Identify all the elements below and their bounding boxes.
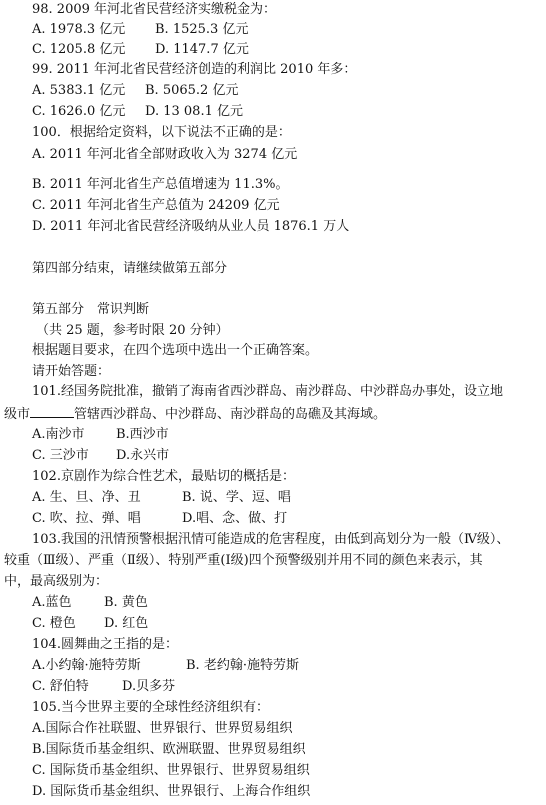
q98-stem: 98. 2009 年河北省民营经济实缴税金为： — [32, 2, 277, 17]
q100-option-d: D. 2011 年河北省民营经济吸纳从业人员 1876.1 万人 — [32, 219, 350, 234]
q105-stem: 105.当今世界主要的全球性经济组织有： — [32, 700, 269, 715]
part5-info: （共 25 题，参考时限 20 分钟） — [36, 323, 229, 338]
q101-stem-prefix: 级市 — [4, 407, 31, 422]
q99-option-a: A. 5383.1 亿元 — [32, 83, 126, 98]
part5-start: 请开始答题： — [32, 364, 111, 379]
q103-option-c: C. 橙色 — [32, 616, 76, 631]
q103-stem-line1: 103.我国的汛情预警根据汛情可能造成的危害程度，由低到高划分为一般（Ⅳ级）、 — [32, 532, 510, 547]
q102-stem: 102.京剧作为综合性艺术，最贴切的概括是： — [32, 469, 295, 484]
q100-option-a: A. 2011 年河北省全部财政收入为 3274 亿元 — [32, 147, 298, 162]
q101-stem-suffix: 管辖西沙群岛、中沙群岛、南沙群岛的岛礁及其海域。 — [74, 407, 387, 422]
q102-option-d: D.唱、念、做、打 — [182, 511, 288, 526]
q100-option-b: B. 2011 年河北省生产总值增速为 11.3%。 — [32, 177, 289, 192]
q103-option-b: B. 黄色 — [104, 595, 148, 610]
part4-end-notice: 第四部分结束，请继续做第五部分 — [32, 261, 228, 276]
q99-option-b: B. 5065.2 亿元 — [145, 83, 239, 98]
q102-option-a: A. 生、旦、净、丑 — [32, 490, 141, 505]
q104-option-c: C. 舒伯特 — [32, 679, 89, 694]
q101-stem-line1: 101.经国务院批准，撤销了海南省西沙群岛、南沙群岛、中沙群岛办事处，设立地 — [32, 384, 503, 399]
q98-option-a: A. 1978.3 亿元 — [32, 22, 126, 37]
q103-option-a: A.蓝色 — [32, 595, 72, 610]
q99-option-c: C. 1626.0 亿元 — [32, 104, 126, 119]
q104-option-d: D.贝多芬 — [122, 679, 176, 694]
q105-option-c: C. 国际货币基金组织、世界银行、世界贸易组织 — [32, 763, 310, 778]
q99-option-d: D. 13 08.1 亿元 — [145, 104, 243, 119]
q98-option-b: B. 1525.3 亿元 — [155, 22, 249, 37]
q105-option-d: D. 国际货币基金组织、世界银行、上海合作组织 — [32, 784, 311, 799]
q102-option-b: B. 说、学、逗、唱 — [182, 490, 291, 505]
part5-instruction: 根据题目要求，在四个选项中选出一个正确答案。 — [32, 343, 319, 358]
q101-answer-blank — [30, 405, 74, 418]
q101-option-c: C. 三沙市 — [32, 448, 89, 463]
q103-stem-line3: 中，最高级别为： — [4, 574, 109, 589]
q105-option-a: A.国际合作社联盟、世界银行、世界贸易组织 — [32, 721, 293, 736]
q98-option-c: C. 1205.8 亿元 — [32, 42, 126, 57]
part5-title: 第五部分 常识判断 — [32, 302, 150, 317]
q102-option-c: C. 吹、拉、弹、唱 — [32, 511, 141, 526]
q101-stem-line2 — [4, 405, 386, 423]
q105-option-b: B.国际货币基金组织、欧洲联盟、世界贸易组织 — [32, 742, 306, 757]
q101-option-b: B.西沙市 — [116, 427, 169, 442]
q100-stem: 100．根据给定资料，以下说法不正确的是： — [32, 125, 291, 140]
q101-option-a: A.南沙市 — [32, 427, 85, 442]
q104-option-a: A.小约翰·施特劳斯 — [32, 658, 141, 673]
q100-option-c: C. 2011 年河北省生产总值为 24209 亿元 — [32, 198, 280, 213]
q104-stem: 104.圆舞曲之王指的是： — [32, 637, 178, 652]
q99-stem: 99. 2011 年河北省民营经济创造的利润比 2010 年多： — [32, 62, 357, 77]
q101-option-d: D.永兴市 — [116, 448, 170, 463]
q104-option-b: B. 老约翰·施特劳斯 — [186, 658, 299, 673]
q103-stem-line2: 较重（Ⅲ级）、严重（Ⅱ级）、特别严重(Ⅰ级)四个预警级别并用不同的颜色来表示，其 — [4, 553, 483, 568]
q98-option-d: D. 1147.7 亿元 — [155, 42, 249, 57]
q103-option-d: D. 红色 — [104, 616, 149, 631]
